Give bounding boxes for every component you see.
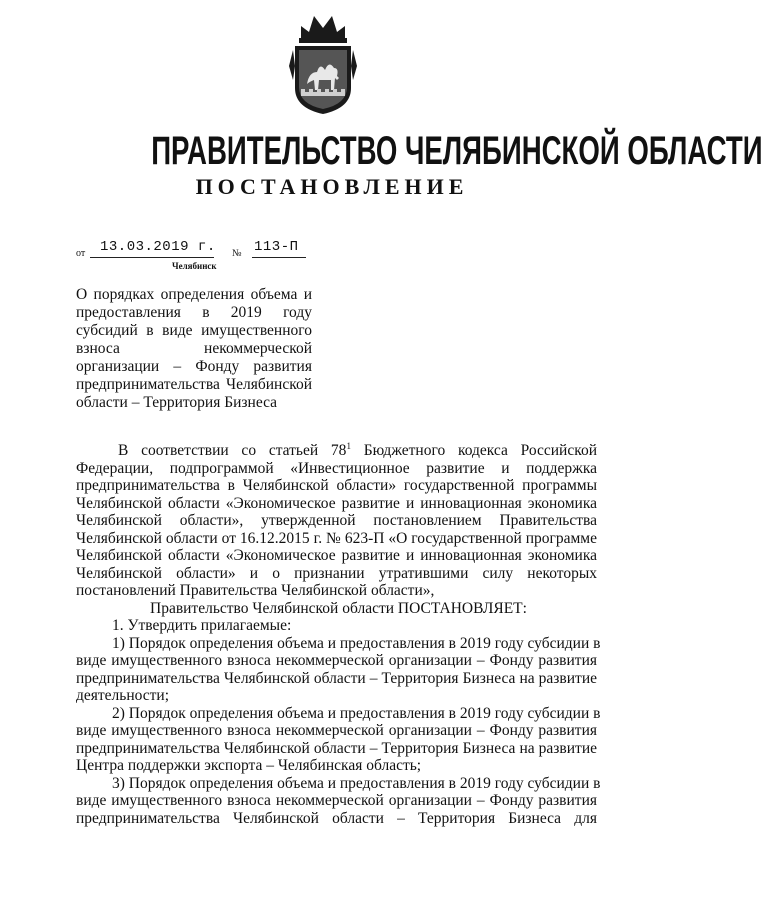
body-line: Федерации, подпрограммой «Инвестиционное развитие и поддержка (76, 459, 597, 477)
decree-statement: Правительство Челябинской области ПОСТАНОВЛЯЕТ: (150, 599, 527, 617)
number-value: 113-П (254, 239, 299, 255)
body-line: Челябинской области» и о признании утратившими силу некоторых (76, 564, 597, 582)
body-line: Центра поддержки экспорта – Челябинская область; (76, 757, 422, 774)
date-value: 13.03.2019 г. (100, 239, 216, 255)
body-line: 3) Порядок определения объема и предоставления в 2019 году субсидии в (112, 774, 601, 792)
body-line: предпринимательства Челябинской области – Территория Бизнеса для (76, 809, 597, 827)
number-underline (252, 257, 306, 258)
subject-line: организации – Фонду развития (76, 358, 312, 375)
subject-line: предпринимательства Челябинской (76, 376, 312, 393)
date-prefix: от (76, 248, 86, 259)
body-line: постановлений Правительства Челябинской области», (76, 582, 435, 599)
coat-of-arms-emblem (287, 10, 359, 118)
body-line: предпринимательства Челябинской области – Территория Бизнеса на развитие (76, 739, 597, 757)
document-kind-title: ПОСТАНОВЛЕНИЕ (195, 174, 469, 199)
government-title: ПРАВИТЕЛЬСТВО ЧЕЛЯБИНСКОЙ ОБЛАСТИ (151, 129, 763, 173)
subject-line: О порядках определения объема и (76, 286, 312, 303)
body-line: Челябинской области от 16.12.2015 г. № 623-П «О государственной программе (76, 529, 597, 547)
body-line: виде имущественного взноса некоммерческой организации – Фонду развития (76, 722, 597, 739)
body-line: Челябинской области», утвержденной постановлением Правительства (76, 512, 597, 529)
body-line: предпринимательства Челябинской области – Территория Бизнеса на развитие (76, 669, 597, 687)
subject-block (76, 286, 312, 412)
subject-line: субсидий в виде имущественного (76, 322, 312, 339)
body-line: Челябинской области «Экономическое развитие и инновационная экономика (76, 547, 597, 564)
city-label: Челябинск (172, 261, 217, 271)
subject-line: области – Территория Бизнеса (76, 394, 278, 411)
decree-body (76, 440, 601, 827)
date-underline (90, 257, 214, 258)
body-line: предпринимательства в Челябинской области» государственной программы (76, 477, 597, 494)
body-line: В соответствии со статьей $78^1$ Бюджетного кодекса Российской (118, 440, 598, 459)
item-heading: 1. Утвердить прилагаемые: (112, 617, 292, 634)
number-prefix: № (232, 248, 242, 259)
body-line: Челябинской области «Экономическое развитие и инновационная экономика (76, 494, 597, 512)
body-line: виде имущественного взноса некоммерческой организации – Фонду развития (76, 792, 597, 809)
body-line: 1) Порядок определения объема и предоставления в 2019 году субсидии в (112, 634, 601, 652)
subject-line: предоставления в 2019 году (76, 304, 312, 321)
subject-line: взноса некоммерческой (76, 340, 312, 357)
body-line: виде имущественного взноса некоммерческой организации – Фонду развития (76, 652, 597, 669)
body-line: 2) Порядок определения объема и предоставления в 2019 году субсидии в (112, 704, 601, 722)
body-line: деятельности; (76, 687, 170, 704)
registration-block (76, 236, 316, 276)
